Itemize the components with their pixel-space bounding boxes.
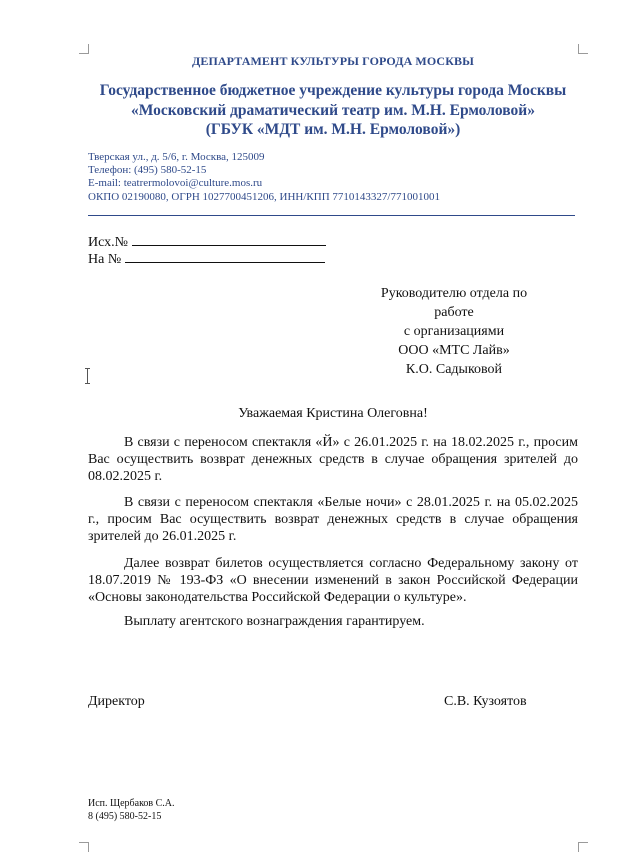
margin-mark-top-right — [578, 44, 588, 54]
addressee-block — [360, 284, 548, 379]
org-line-1: Государственное бюджетное учреждение культуры города Москвы — [99, 82, 567, 99]
margin-mark-bottom-left — [79, 842, 89, 852]
executor-name: Исп. Щербаков С.А. — [88, 798, 175, 809]
signatory-name: С.В. Кузоятов — [444, 694, 527, 709]
phone: Телефон: (495) 580-52-15 — [88, 164, 207, 177]
outgoing-number-label: Исх.№ — [88, 235, 128, 250]
outgoing-number-field — [132, 233, 326, 246]
addressee-line-4: К.О. Садыковой — [405, 362, 503, 377]
header-divider — [88, 215, 575, 216]
paragraph-4: Выплату агентского вознаграждения гарантируем. — [124, 614, 425, 629]
paragraph-1: В связи с переносом спектакля «Й» с 26.01.2025 г. на 18.02.2025 г., просим Вас осуществить возврат денежных средств в случае обращения зрителей до 08.02.2025 г. — [88, 435, 578, 485]
margin-mark-top-left — [79, 44, 89, 54]
executor-block — [88, 797, 175, 823]
organization-name — [80, 81, 586, 140]
paragraph-3: Далее возврат билетов осуществляется согласно Федеральному закону от 18.07.2019 № 193-ФЗ «О внесении изменений в закон Российской Федерации «Основы законодательства Российской Федерации о культуре». — [88, 556, 578, 606]
org-line-3: (ГБУК «МДТ им. М.Н. Ермоловой») — [205, 121, 461, 138]
address: Тверская ул., д. 5/6, г. Москва, 125009 — [88, 151, 265, 163]
incoming-number-field — [125, 250, 325, 263]
org-line-2: «Московский драматический театр им. М.Н. Ермоловой» — [131, 101, 535, 119]
addressee-line-2: с организациями — [403, 324, 505, 339]
contact-block — [88, 151, 440, 204]
incoming-number-label: На № — [88, 252, 122, 267]
signatory-title: Директор — [88, 694, 145, 709]
text-cursor-icon — [87, 368, 88, 384]
email: E-mail: teatrermolovoi@culture.mos.ru — [88, 177, 263, 190]
greeting: Уважаемая Кристина Олеговна! — [238, 406, 428, 421]
paragraph-2: В связи с переносом спектакля «Белые ночи» с 28.01.2025 г. на 05.02.2025 г., просим Вас осуществить возврат денежных средств в случае обращения зрителей до 26.01.2025 г. — [88, 495, 578, 545]
department-heading: ДЕПАРТАМЕНТ КУЛЬТУРЫ ГОРОДА МОСКВЫ — [191, 54, 474, 68]
addressee-line-3: ООО «МТС Лайв» — [398, 343, 510, 358]
executor-phone: 8 (495) 580-52-15 — [88, 811, 162, 822]
outgoing-number — [88, 233, 326, 251]
incoming-number — [88, 250, 325, 268]
addressee-line-1: Руководителю отдела по работе — [380, 286, 528, 320]
margin-mark-bottom-right — [578, 842, 588, 852]
registration-codes: ОКПО 02190080, ОГРН 1027700451206, ИНН/КПП 7710143327/771001001 — [88, 190, 440, 203]
